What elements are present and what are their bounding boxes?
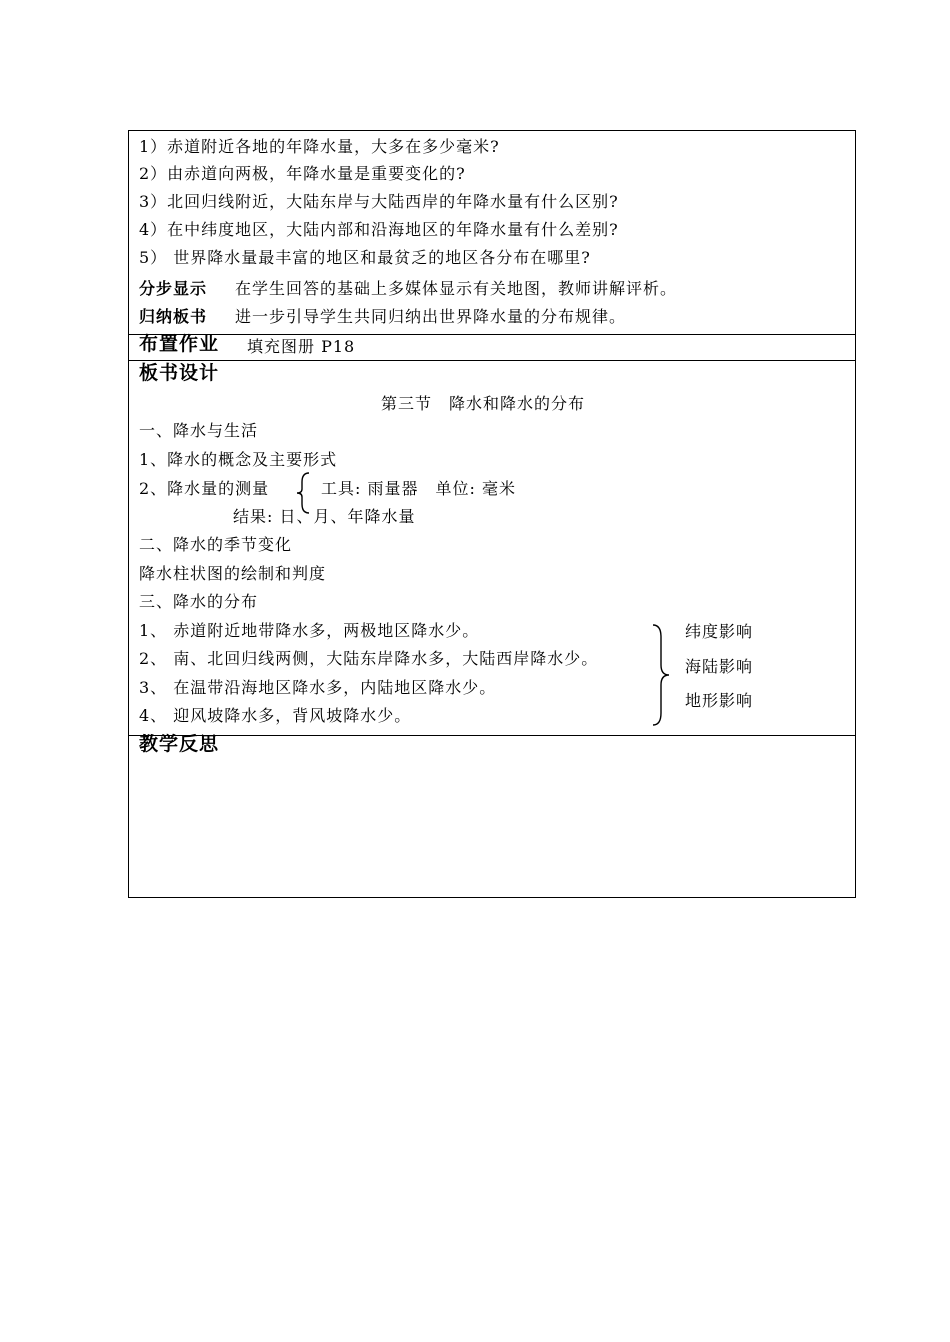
board-design-label: 板书设计: [139, 362, 220, 384]
row-divider: [129, 735, 855, 736]
question-5: 5） 世界降水量最丰富的地区和最贫乏的地区各分布在哪里?: [139, 248, 591, 267]
step-label-display: 分步显示: [139, 279, 208, 298]
board-item-1: 1、降水的概念及主要形式: [139, 450, 338, 469]
board-section-2: 二、降水的季节变化: [139, 535, 293, 554]
factor-land-sea: 海陆影响: [685, 657, 754, 676]
factor-terrain: 地形影响: [685, 691, 754, 710]
board-section-3: 三、降水的分布: [139, 592, 259, 611]
measure-tools: 工具: 雨量器 单位: 毫米: [321, 479, 516, 498]
right-brace: [651, 623, 671, 727]
distribution-item-3: 3、 在温带沿海地区降水多，内陆地区降水少。: [139, 678, 497, 697]
homework-label: 布置作业: [139, 333, 220, 355]
step-text-display: 在学生回答的基础上多媒体显示有关地图，教师讲解评析。: [235, 279, 678, 298]
distribution-item-4: 4、 迎风坡降水多，背风坡降水少。: [139, 706, 412, 725]
measure-results: 结果: 日、月、年降水量: [233, 507, 416, 526]
row-divider: [129, 334, 855, 335]
board-item-2: 2、降水量的测量: [139, 479, 270, 498]
board-title: 第三节 降水和降水的分布: [381, 394, 586, 413]
distribution-item-1: 1、 赤道附近地带降水多，两极地区降水少。: [139, 621, 480, 640]
step-label-summary: 归纳板书: [139, 307, 208, 326]
lesson-plan-table: [128, 130, 856, 898]
step-text-summary: 进一步引导学生共同归纳出世界降水量的分布规律。: [235, 307, 627, 326]
factor-latitude: 纬度影响: [685, 622, 754, 641]
question-1: 1）赤道附近各地的年降水量，大多在多少毫米?: [139, 137, 500, 156]
question-2: 2）由赤道向两极，年降水量是重要变化的?: [139, 164, 466, 183]
board-item-3: 降水柱状图的绘制和判度: [139, 564, 327, 583]
homework-text: 填充图册 P18: [247, 337, 356, 356]
reflection-label: 教学反思: [139, 733, 220, 755]
board-section-1: 一、降水与生活: [139, 421, 259, 440]
distribution-item-2: 2、 南、北回归线两侧，大陆东岸降水多，大陆西岸降水少。: [139, 649, 599, 668]
row-divider: [129, 360, 855, 361]
question-4: 4）在中纬度地区，大陆内部和沿海地区的年降水量有什么差别?: [139, 220, 619, 239]
question-3: 3）北回归线附近，大陆东岸与大陆西岸的年降水量有什么区别?: [139, 192, 619, 211]
